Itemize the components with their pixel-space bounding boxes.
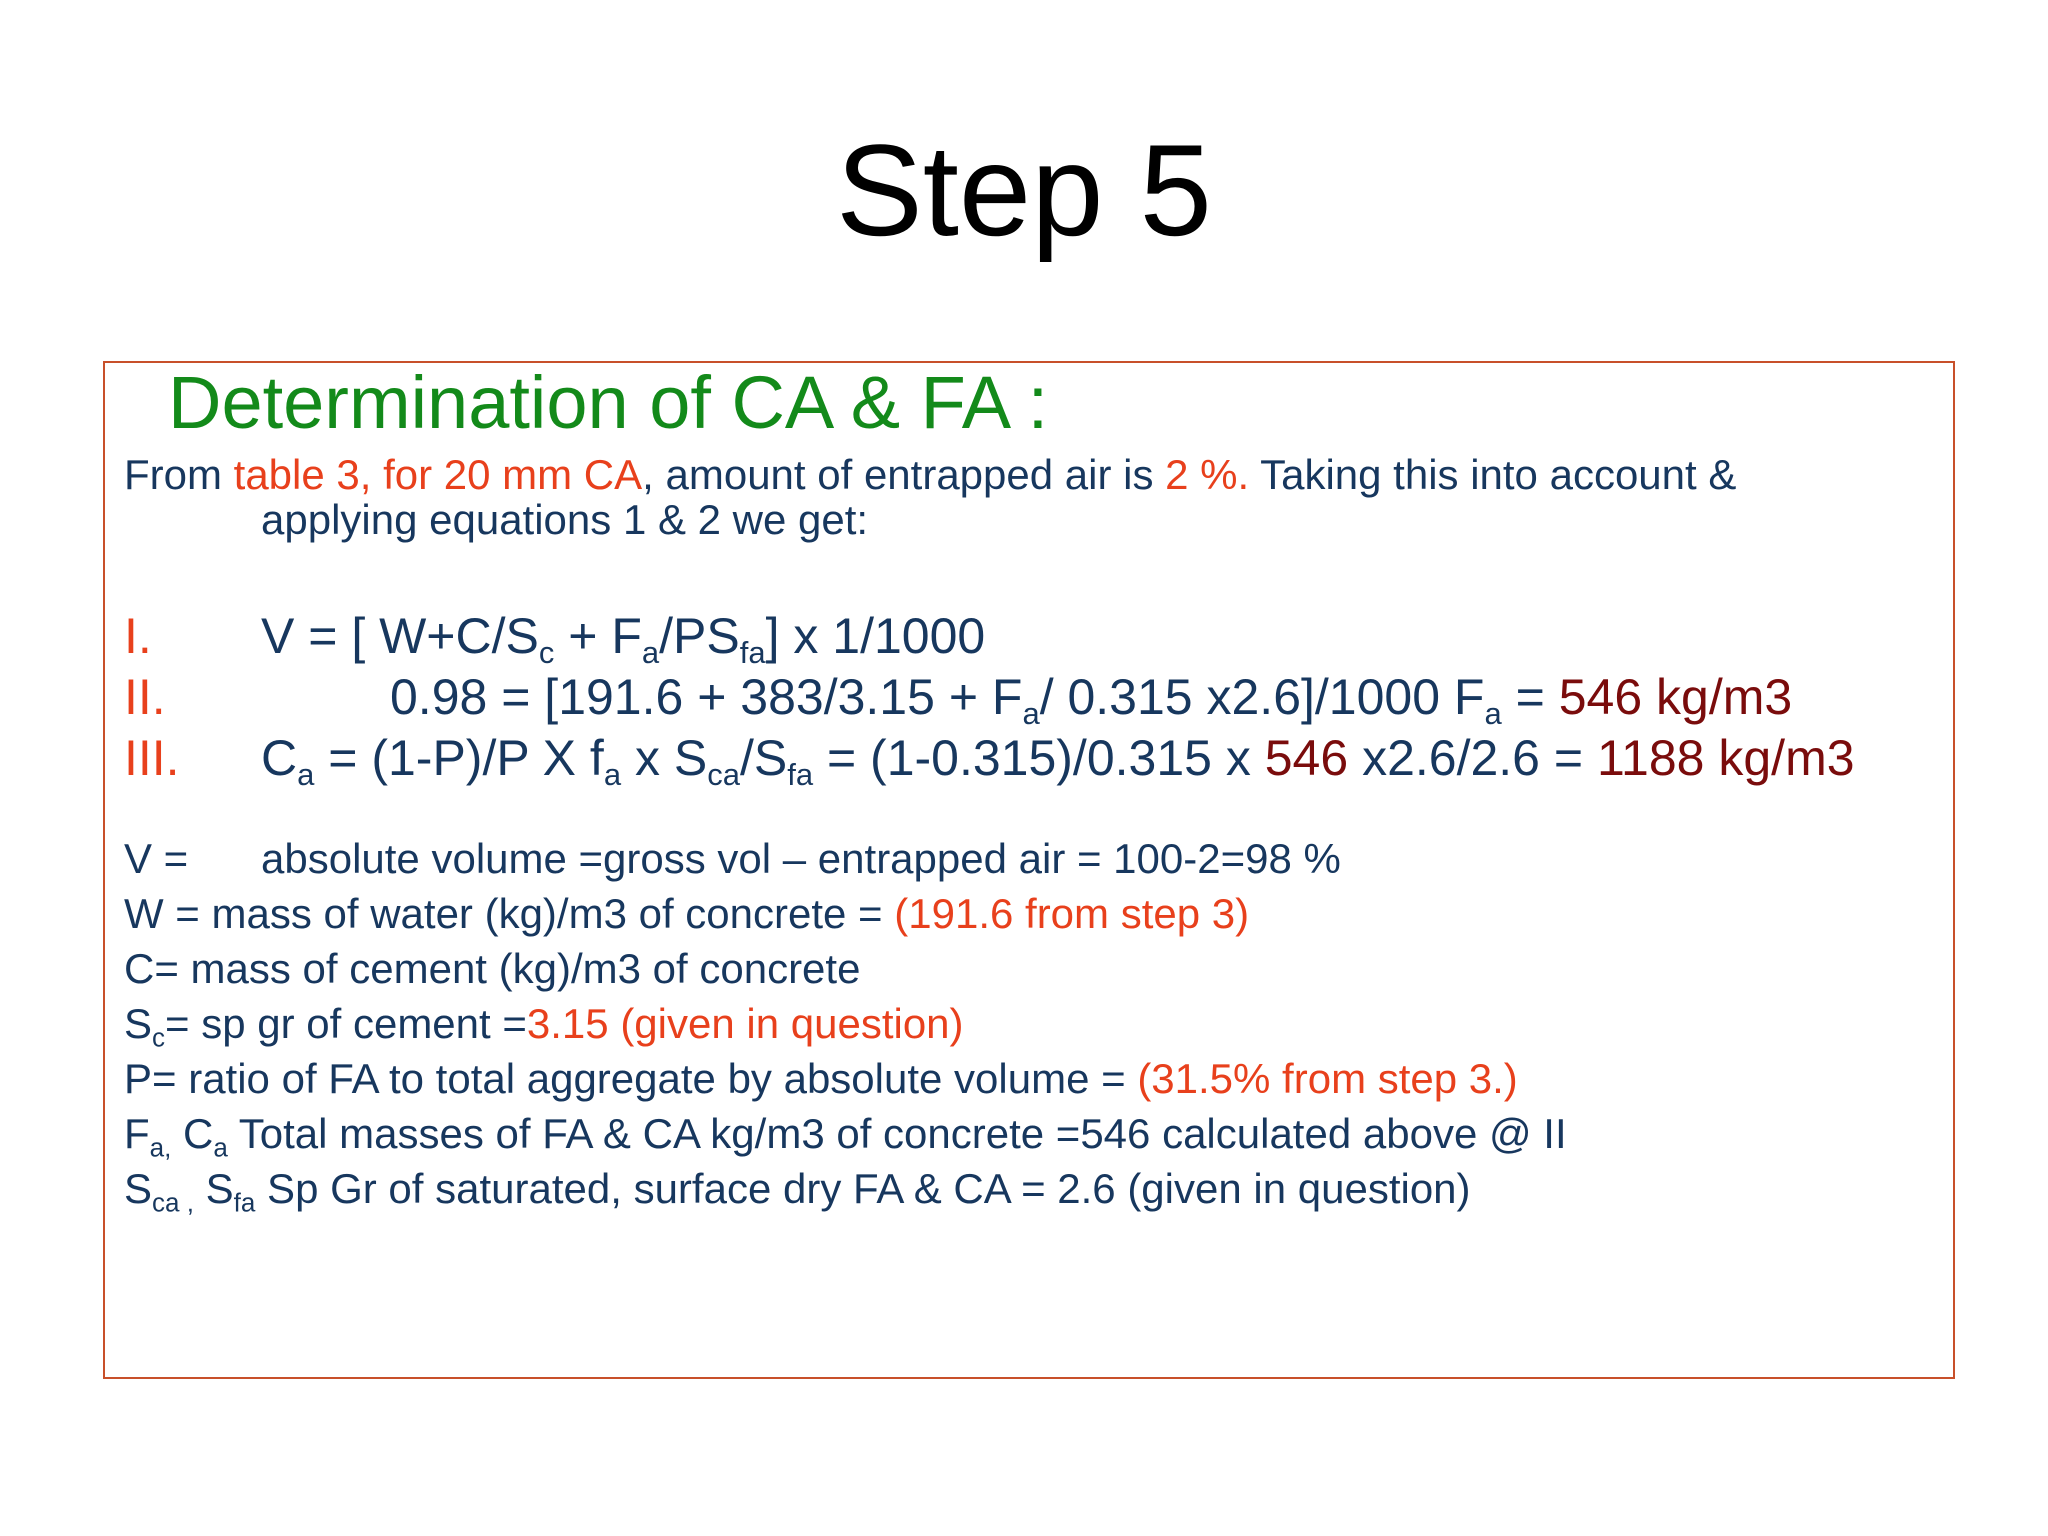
intro-text: , amount of entrapped air is [642,451,1166,498]
intro-line-1 [124,452,1736,497]
eq-text: = (1-0.315)/0.315 x [813,730,1265,786]
def-subscript: a, [149,1132,172,1163]
eq-subscript: c [538,634,555,670]
eq-text: x S [621,730,708,786]
equation-1 [124,608,986,670]
def-note: (191.6 from step 3) [894,890,1250,937]
def-text: S [193,1165,234,1212]
table-reference: table 3, for 20 mm CA [233,451,643,498]
definition-sca-sfa [124,1165,1471,1218]
eq-subscript: fa [787,756,814,792]
eq-text: / 0.315 x2.6]/1000 F [1039,669,1485,725]
def-text: C [171,1110,214,1157]
definition-v [124,835,1341,882]
def-subscript: ca , [152,1187,194,1218]
def-subscript: a [213,1132,228,1163]
def-subscript: fa [233,1187,256,1218]
eq-subscript: a [297,756,315,792]
definition-fa-ca [124,1110,1567,1163]
eq-text: C [261,730,298,786]
section-heading: Determination of CA & FA : [168,361,1049,444]
equation-number: II. [124,669,166,725]
air-percentage: 2 %. [1165,451,1250,498]
eq-subscript: a [1022,695,1040,731]
def-note: 3.15 (given in question) [526,1000,964,1047]
eq-subscript: a [641,634,660,670]
definition-w [124,890,1250,937]
def-text: = sp gr of cement = [165,1000,527,1047]
eq-subscript: ca [707,756,740,792]
def-text: F [124,1110,150,1157]
definition-sc [124,1000,964,1053]
def-text: S [124,1165,153,1212]
eq-text: ] x 1/1000 [765,608,986,664]
definition-p [124,1055,1518,1102]
intro-text: From [124,451,234,498]
eq-text: /S [739,730,788,786]
def-text: C= mass of cement (kg)/m3 of concrete [124,945,861,992]
fa-result: 546 kg/m3 [1558,669,1793,725]
def-text: absolute volume =gross vol – entrapped air = 100-2=98 % [261,835,1341,882]
equation-number: I. [124,608,152,664]
def-note: (31.5% from step 3.) [1137,1055,1518,1102]
intro-paragraph [124,452,1736,542]
def-text: Total masses of FA & CA kg/m3 of concrete =546 calculated above @ II [227,1110,1567,1157]
eq-subscript: a [1484,695,1502,731]
eq-text: V = [ W+C/S [261,608,539,664]
eq-text: 0.98 = [191.6 + 383/3.15 + F [390,669,1023,725]
def-text: W = mass of water (kg)/m3 of concrete = [124,890,895,937]
intro-line-2: applying equations 1 & 2 we get: [261,496,869,543]
def-text: Sp Gr of saturated, surface dry FA & CA = 2.6 (given in question) [255,1165,1471,1212]
definition-c [124,945,861,992]
fa-value: 546 [1264,730,1349,786]
eq-text: x2.6/2.6 = [1348,730,1597,786]
eq-text: = [1501,669,1559,725]
def-label: V = [124,835,189,882]
eq-text: + F [554,608,642,664]
slide-title: Step 5 [836,117,1212,263]
eq-subscript: a [603,756,622,792]
intro-text: Taking this into account & [1249,451,1737,498]
equation-number: III. [124,730,180,786]
eq-text: /PS [659,608,740,664]
ca-result: 1188 kg/m3 [1596,730,1855,786]
def-text: P= ratio of FA to total aggregate by absolute volume = [124,1055,1138,1102]
eq-subscript: fa [739,634,766,670]
eq-text: = (1-P)/P X f [314,730,604,786]
def-subscript: c [152,1022,166,1053]
equation-3 [124,730,1855,792]
def-text: S [124,1000,153,1047]
equation-2 [124,669,1793,731]
